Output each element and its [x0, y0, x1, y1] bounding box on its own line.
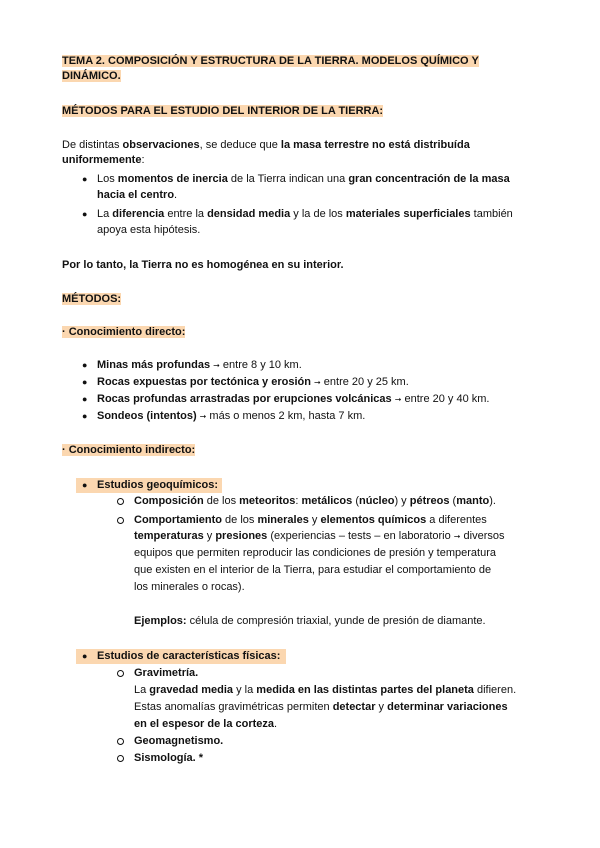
geo-examples: Ejemplos: célula de compresión triaxial, yunde de presión de diamante. — [134, 615, 486, 627]
evidence-item-density-line-2: apoya esta hipótesis. — [97, 224, 201, 236]
gravimetry-title: Gravimetría. — [134, 667, 199, 679]
gravimetry-text-line-3: en el espesor de la corteza. — [134, 718, 278, 730]
geo-item-composition: Composición de los meteoritos: metálicos (núcleo) y pétreos (manto). — [134, 495, 496, 507]
indirect-knowledge-heading: · Conocimiento indirecto: — [62, 444, 196, 456]
gravimetry-text-line-1: La gravedad media y la medida en las distintas partes del planeta difieren. — [134, 684, 517, 696]
bullet-icon: ● — [82, 411, 88, 421]
circle-bullet-icon — [117, 755, 124, 762]
arrow-icon: ➞ — [314, 378, 321, 387]
evidence-item-inertia-line-2: hacia el centro. — [97, 189, 178, 201]
direct-item-deep-rocks: Rocas profundas arrastradas por erupciones volcánicas ➞ entre 20 y 40 km. — [97, 393, 490, 405]
geomagnetism-title: Geomagnetismo. — [134, 735, 224, 747]
circle-bullet-icon — [117, 670, 124, 677]
evidence-item-inertia-line-1: Los momentos de inercia de la Tierra indican una gran concentración de la masa — [97, 173, 510, 185]
physical-studies-heading: Estudios de características físicas: — [97, 650, 281, 662]
geo-item-behaviour-line-4: que existen en el interior de la Tierra, para estudiar el comportamiento de — [134, 564, 492, 576]
evidence-item-density-line-1: La diferencia entre la densidad media y la de los materiales superficiales también — [97, 208, 513, 220]
document-title-line-2: DINÁMICO. — [62, 70, 121, 82]
bullet-icon: ● — [82, 360, 88, 370]
geochemical-studies-heading: Estudios geoquímicos: — [97, 479, 219, 491]
seismology-title: Sismología. * — [134, 752, 204, 764]
geo-item-behaviour-line-2: temperaturas y presiones (experiencias – tests – en laboratorio ➞ diversos — [134, 530, 505, 542]
bullet-icon: ● — [82, 377, 88, 387]
intro-paragraph-line-1: De distintas observaciones, se deduce que la masa terrestre no está distribuída — [62, 139, 470, 151]
circle-bullet-icon — [117, 738, 124, 745]
bullet-icon: ● — [82, 480, 88, 490]
direct-knowledge-heading: · Conocimiento directo: — [62, 326, 186, 338]
document-title-line-1: TEMA 2. COMPOSICIÓN Y ESTRUCTURA DE LA TIERRA. MODELOS QUÍMICO Y — [62, 55, 479, 67]
arrow-icon: ➞ — [453, 532, 461, 541]
arrow-icon: ➞ — [213, 361, 220, 370]
bullet-icon: ● — [82, 394, 88, 404]
circle-bullet-icon — [117, 517, 124, 524]
bullet-icon: ● — [82, 651, 88, 661]
direct-item-exposed-rocks: Rocas expuestas por tectónica y erosión ➞ entre 20 y 25 km. — [97, 376, 409, 388]
bullet-icon: ● — [82, 174, 88, 184]
circle-bullet-icon — [117, 498, 124, 505]
geo-item-behaviour-line-5: los minerales o rocas). — [134, 581, 245, 593]
section-heading: MÉTODOS PARA EL ESTUDIO DEL INTERIOR DE LA TIERRA: — [62, 105, 384, 117]
methods-heading: MÉTODOS: — [62, 293, 122, 305]
intro-paragraph-line-2: uniformemente: — [62, 154, 145, 166]
direct-item-mines: Minas más profundas ➞ entre 8 y 10 km. — [97, 359, 302, 371]
geo-item-behaviour-line-1: Comportamiento de los minerales y elementos químicos a diferentes — [134, 514, 487, 526]
direct-item-drillings: Sondeos (intentos) ➞ más o menos 2 km, hasta 7 km. — [97, 410, 366, 422]
conclusion: Por lo tanto, la Tierra no es homogénea en su interior. — [62, 259, 344, 271]
bullet-icon: ● — [82, 209, 88, 219]
arrow-icon: ➞ — [394, 395, 402, 404]
arrow-icon: ➞ — [199, 412, 207, 421]
gravimetry-text-line-2: Estas anomalías gravimétricas permiten detectar y determinar variaciones — [134, 701, 508, 713]
geo-item-behaviour-line-3: equipos que permiten reproducir las condiciones de presión y temperatura — [134, 547, 496, 559]
